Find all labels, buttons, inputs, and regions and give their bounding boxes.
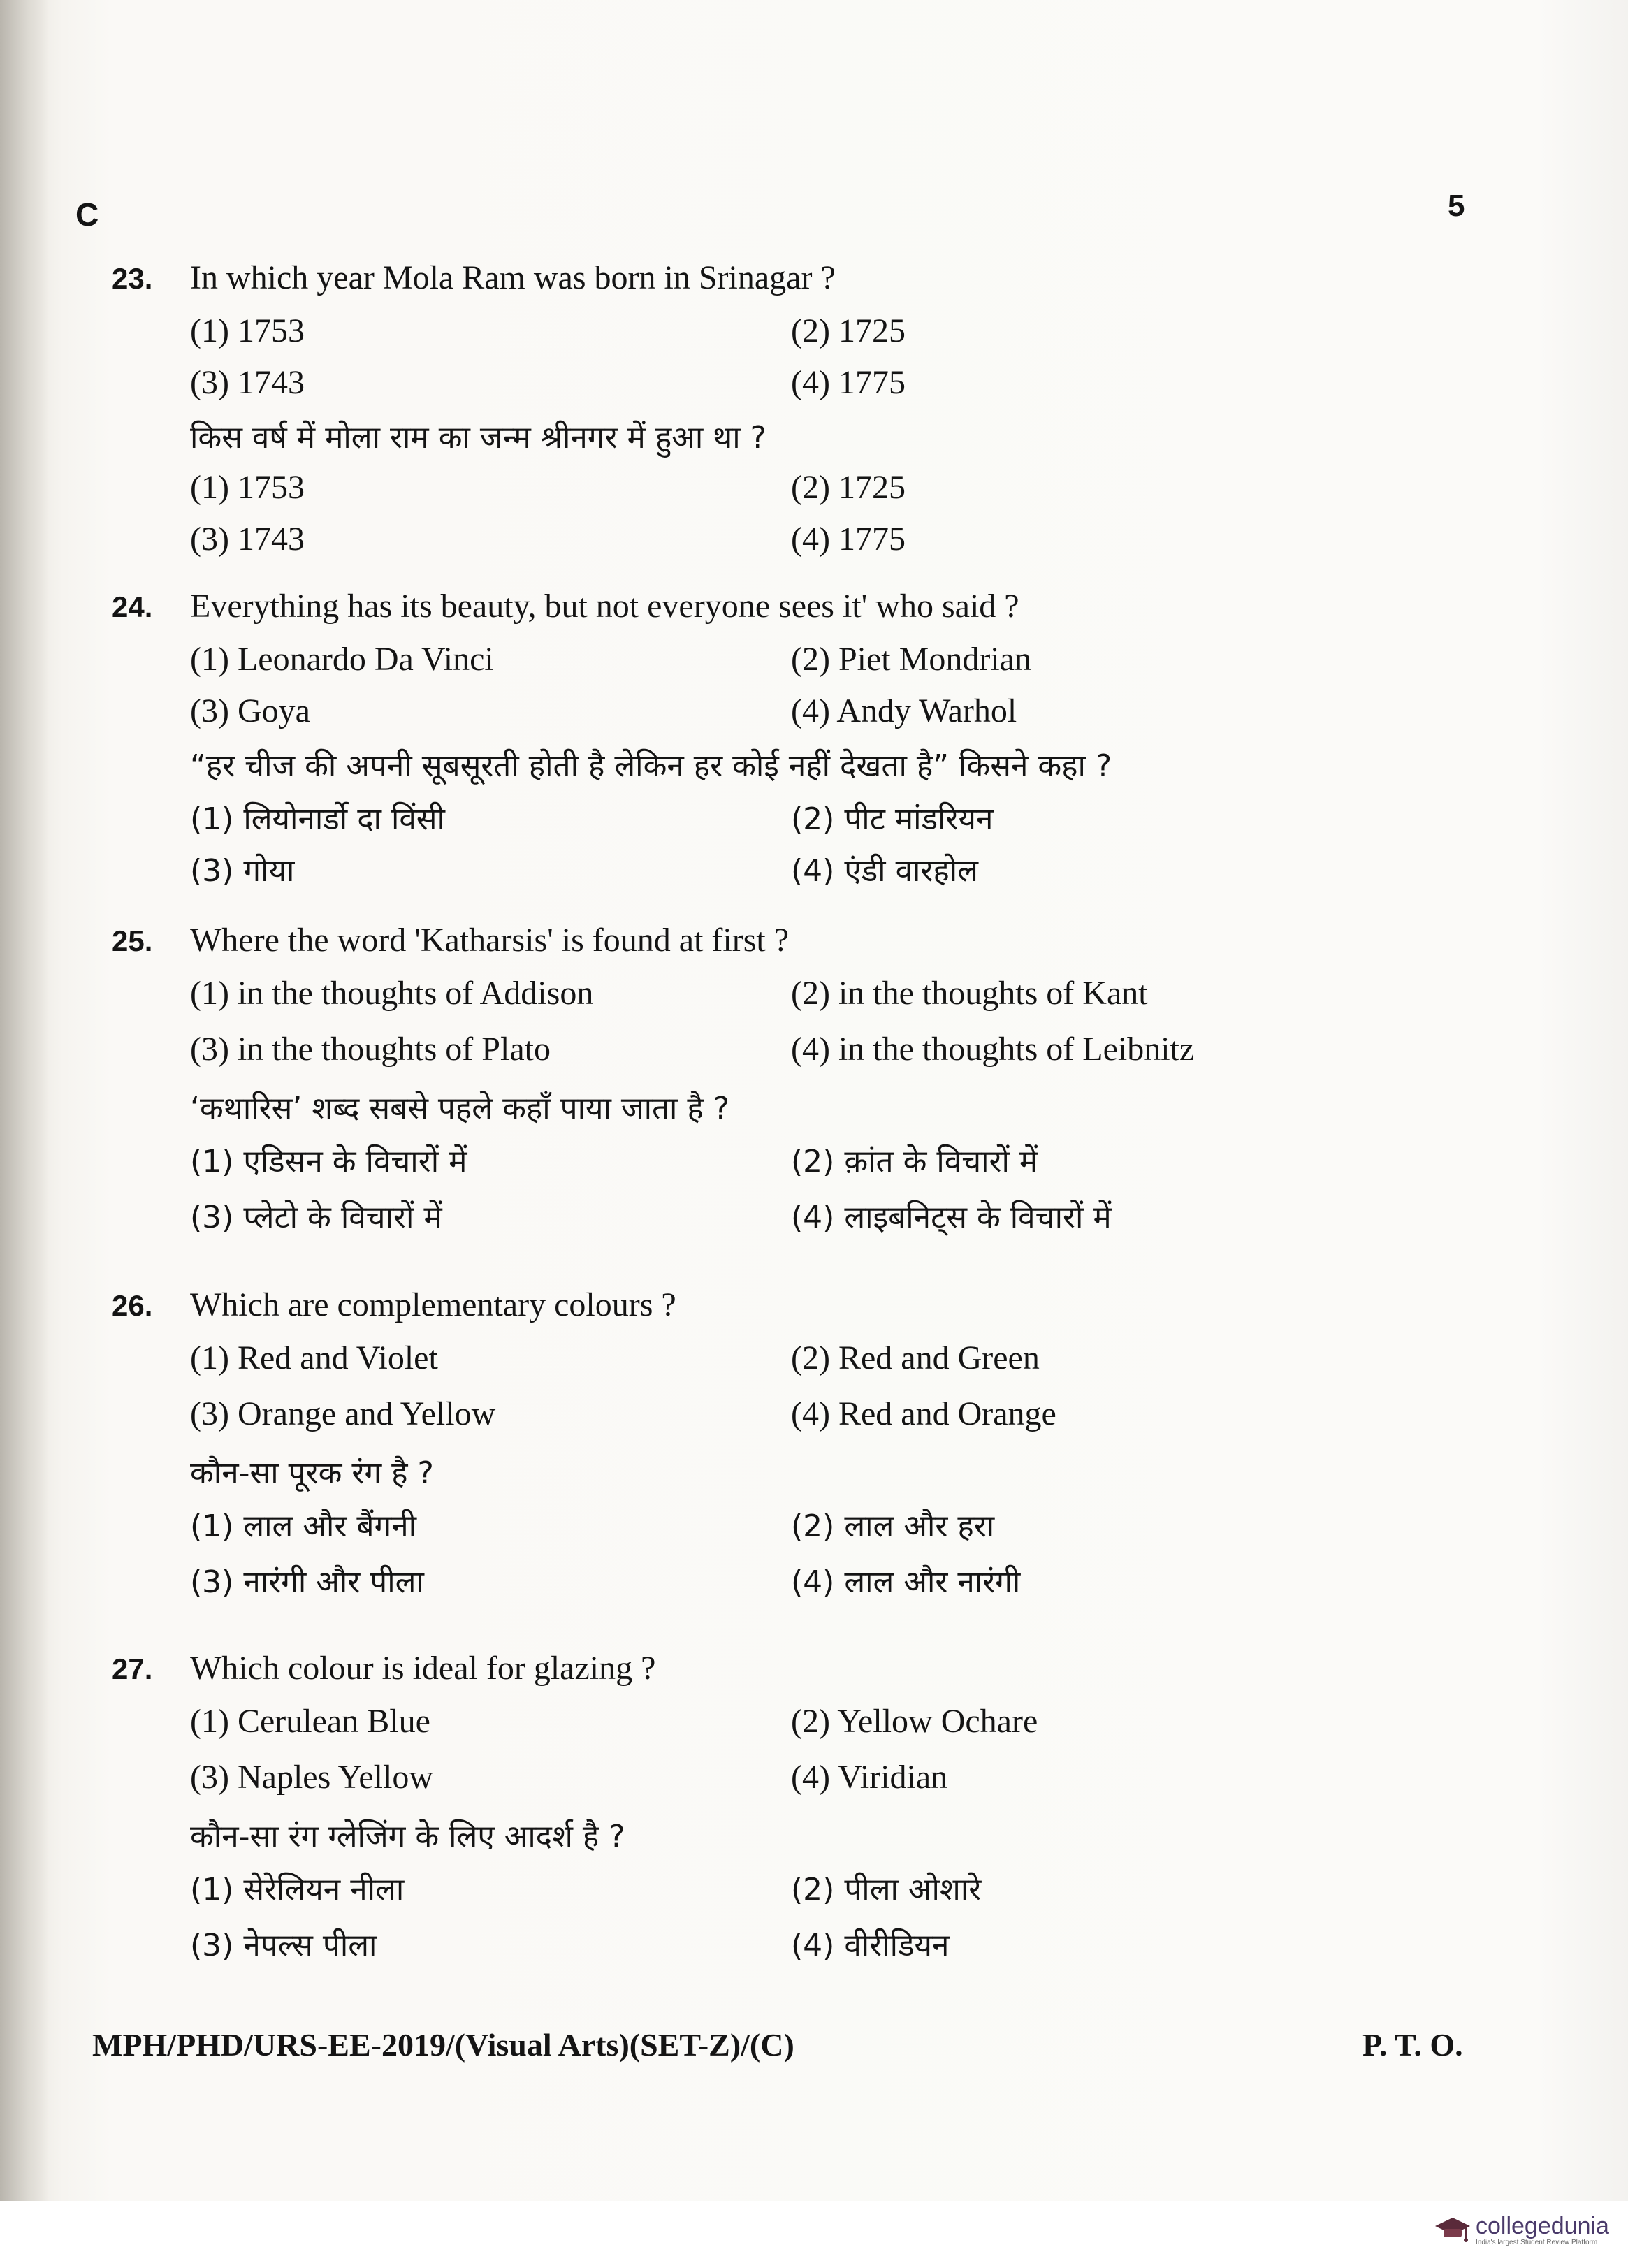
option-3-en: (3) Orange and Yellow: [190, 1395, 496, 1432]
question-text-en: In which year Mola Ram was born in Srinagar ?: [190, 259, 836, 296]
option-4-en: (4) 1775: [791, 364, 906, 401]
option-1-hi: (1) लाल और बैंगनी: [190, 1509, 417, 1544]
exam-code: MPH/PHD/URS-EE-2019/(Visual Arts)(SET-Z)/(C): [92, 2027, 794, 2063]
option-3-hi: (3) प्लेटो के विचारों में: [190, 1200, 442, 1235]
option-3-hi: (3) नेपल्स पीला: [190, 1928, 377, 1963]
option-1-en: (1) Red and Violet: [190, 1339, 438, 1376]
page-number: 5: [1448, 189, 1465, 223]
option-4-hi: (4) 1775: [791, 521, 906, 558]
option-1-en: (1) 1753: [190, 312, 305, 349]
option-3-en: (3) Goya: [190, 692, 310, 729]
question-25: [112, 921, 1523, 1251]
option-1-hi: (1) 1753: [190, 469, 305, 506]
option-2-hi: (2) पीट मांडरियन: [791, 801, 994, 837]
watermark-tagline: India's largest Student Review Platform: [1476, 2239, 1598, 2246]
question-number: 23.: [112, 262, 153, 295]
option-4-en: (4) Andy Warhol: [791, 692, 1017, 729]
option-2-en: (2) 1725: [791, 312, 906, 349]
collegedunia-watermark: [1434, 2214, 1609, 2247]
option-4-hi: (4) लाइबनिट्स के विचारों में: [791, 1200, 1112, 1235]
option-2-en: (2) Piet Mondrian: [791, 641, 1031, 678]
watermark-name: collegedunia: [1476, 2213, 1609, 2239]
question-text-en: Everything has its beauty, but not everyone sees it' who said ?: [190, 588, 1019, 625]
option-3-hi: (3) 1743: [190, 521, 305, 558]
question-27: [112, 1649, 1523, 1979]
option-1-en: (1) Leonardo Da Vinci: [190, 641, 494, 678]
question-text-hi: “हर चीज की अपनी सूबसूरती होती है लेकिन हर कोई नहीं देखता है” किसने कहा ?: [190, 748, 1112, 784]
option-1-en: (1) Cerulean Blue: [190, 1703, 430, 1740]
option-3-en: (3) in the thoughts of Plato: [190, 1031, 551, 1068]
question-text-en: Which are complementary colours ?: [190, 1286, 676, 1323]
option-2-hi: (2) पीला ओशारे: [791, 1872, 982, 1907]
question-number: 26.: [112, 1289, 153, 1322]
question-number: 24.: [112, 590, 153, 623]
option-2-hi: (2) 1725: [791, 469, 906, 506]
option-2-en: (2) Yellow Ochare: [791, 1703, 1038, 1740]
question-text-hi: कौन-सा रंग ग्लेजिंग के लिए आदर्श है ?: [190, 1819, 625, 1854]
option-1-hi: (1) एडिसन के विचारों में: [190, 1144, 467, 1179]
option-3-en: (3) 1743: [190, 364, 305, 401]
option-4-en: (4) Red and Orange: [791, 1395, 1056, 1432]
question-text-en: Where the word 'Katharsis' is found at first ?: [190, 922, 790, 959]
option-2-hi: (2) क़ांत के विचारों में: [791, 1144, 1038, 1179]
option-2-en: (2) Red and Green: [791, 1339, 1040, 1376]
question-23: [112, 259, 1523, 572]
set-letter: C: [75, 196, 99, 233]
option-3-hi: (3) नारंगी और पीला: [190, 1564, 424, 1600]
option-2-en: (2) in the thoughts of Kant: [791, 975, 1148, 1012]
option-3-hi: (3) गोया: [190, 853, 295, 889]
option-1-en: (1) in the thoughts of Addison: [190, 975, 594, 1012]
question-text-hi: किस वर्ष में मोला राम का जन्म श्रीनगर में हुआ था ?: [190, 420, 767, 456]
question-text-hi: कौन-सा पूरक रंग है ?: [190, 1455, 434, 1491]
question-26: [112, 1286, 1523, 1615]
option-2-hi: (2) लाल और हरा: [791, 1509, 995, 1544]
option-4-en: (4) Viridian: [791, 1759, 948, 1796]
graduation-cap-icon: [1434, 2215, 1471, 2246]
option-3-en: (3) Naples Yellow: [190, 1759, 433, 1796]
question-text-hi: ‘कथारिस’ शब्द सबसे पहले कहाँ पाया जाता है ?: [190, 1091, 730, 1126]
question-number: 27.: [112, 1652, 153, 1685]
option-4-en: (4) in the thoughts of Leibnitz: [791, 1031, 1195, 1068]
option-1-hi: (1) लियोनार्डो दा विंसी: [190, 801, 445, 837]
question-text-en: Which colour is ideal for glazing ?: [190, 1650, 656, 1687]
question-24: [112, 587, 1523, 900]
option-4-hi: (4) वीरीडियन: [791, 1928, 950, 1963]
option-4-hi: (4) एंडी वारहोल: [791, 853, 979, 889]
pto-label: P. T. O.: [1362, 2027, 1463, 2063]
option-1-hi: (1) सेरेलियन नीला: [190, 1872, 405, 1907]
scan-bottom-margin: [0, 2201, 1628, 2268]
scan-shadow: [0, 0, 49, 2268]
question-number: 25.: [112, 924, 153, 957]
option-4-hi: (4) लाल और नारंगी: [791, 1564, 1021, 1600]
